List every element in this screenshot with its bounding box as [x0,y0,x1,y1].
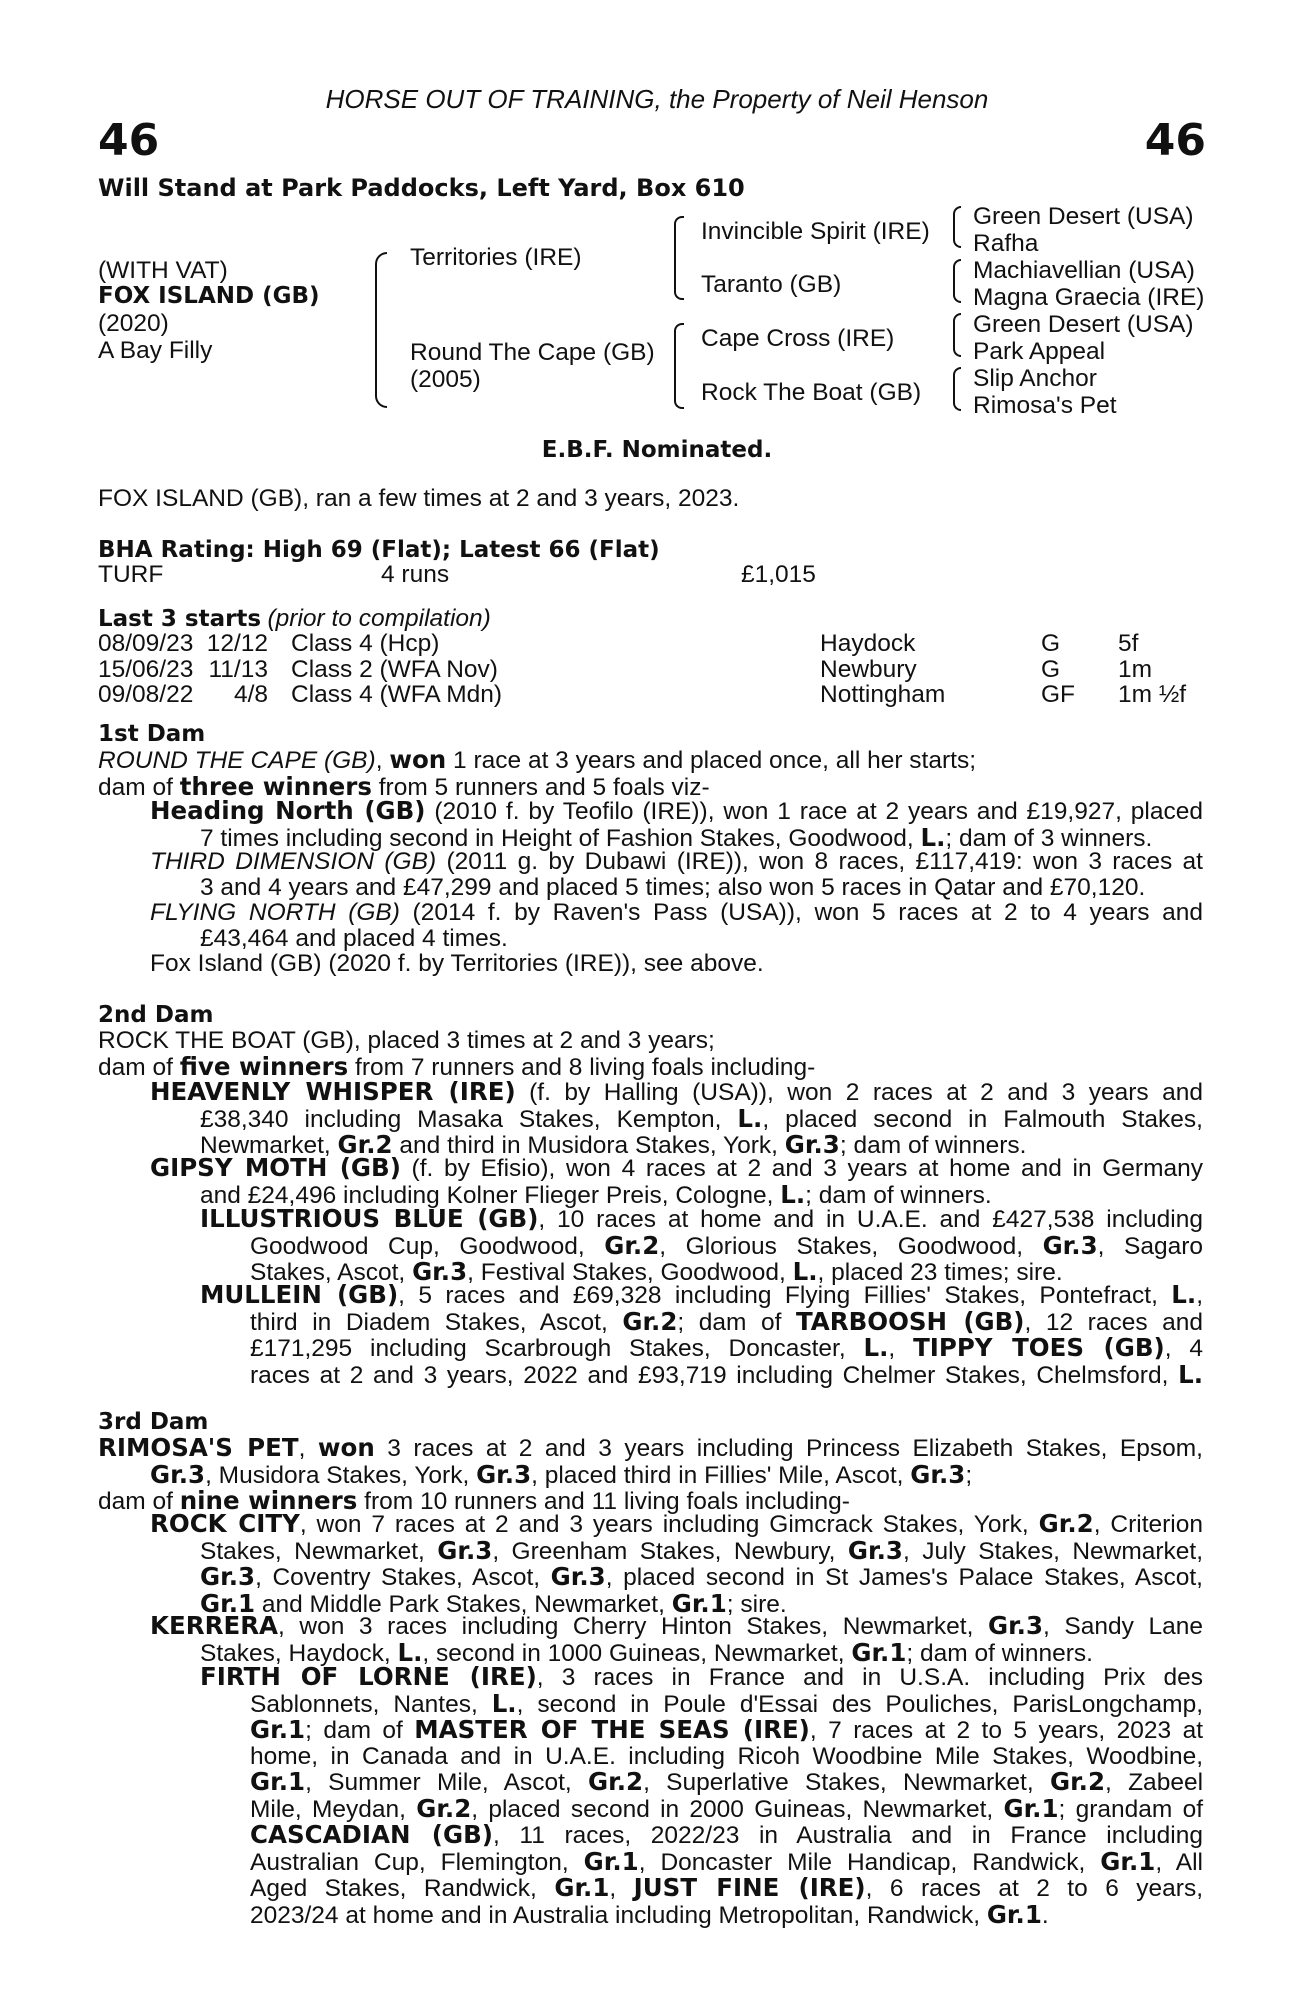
progeny-kerrera: KERRERA, won 3 races including Cherry Hinton Stakes, Newmarket, Gr.3, Sandy Lane Stakes, Haydock, L., second in 1000 Guineas, Newmarket, Gr.1; dam of winners. [150,1611,1203,1667]
start-dist: 1m [1118,655,1153,683]
start-pos: 11/13 [208,655,268,683]
bha-rating: BHA Rating: High 69 (Flat); Latest 66 (Flat) [98,537,660,563]
pedigree-dsd: Park Appeal [973,338,1106,365]
start-course: Nottingham [820,681,946,708]
start-going: G [1041,630,1061,657]
pedigree-sire: Territories (IRE) [410,244,582,271]
rating-earnings: £1,015 [741,561,816,588]
pedigree-brace-main [375,252,387,408]
progeny-gipsy-moth: GIPSY MOTH (GB) (f. by Efisio), won 4 races at 2 and 3 years at home and in Germany and £24,496 including Kolner Flieger Preis, Cologne, L.; dam of winners. [150,1153,1203,1209]
progeny-heading-north: Heading North (GB) (2010 f. by Teofilo (IRE)), won 1 race at 2 years and £19,927, placed 7 times including second in Height of Fashion Stakes, Goodwood, L.; dam of 3 winners. [150,796,1203,852]
lot-number-right: 46 [1144,115,1206,166]
horse-summary: FOX ISLAND (GB), ran a few times at 2 and 3 years, 2023. [98,485,740,512]
pedigree-dam-sire: Cape Cross (IRE) [701,325,895,352]
pedigree-dam-year: (2005) [410,366,481,393]
progeny-illustrious-blue: ILLUSTRIOUS BLUE (GB), 10 races at home and in U.A.E. and £427,538 including Goodwood Cup, Goodwood, Gr.2, Glorious Stakes, Goodwood, Gr.3, Sagaro Stakes, Ascot, Gr.3, Festival Stakes, Goodwood, L., placed 23 times; sire. [200,1204,1203,1286]
page-header: HORSE OUT OF TRAINING, the Property of Neil Henson [325,84,989,114]
pedigree-sire-sire: Invincible Spirit (IRE) [701,218,930,245]
progeny-rock-city: ROCK CITY, won 7 races at 2 and 3 years including Gimcrack Stakes, York, Gr.2, Criterion Stakes, Newmarket, Gr.3, Greenham Stakes, Newbury, Gr.3, July Stakes, Newmarket, Gr.3, Coventry Stakes, Ascot, Gr.3, placed second in St James's Palace Stakes, Ascot, Gr.1 and Middle Park Stakes, Newmarket, Gr.1; sire. [150,1509,1204,1618]
start-race: Class 4 (Hcp) [291,630,440,657]
horse-year: (2020) [98,310,169,337]
start-pos: 12/12 [206,630,268,657]
rating-surface: TURF [98,561,164,588]
last-starts-note: (prior to compilation) [267,605,491,632]
pedigree-brace-ds [953,313,961,357]
progeny-heavenly-whisper: HEAVENLY WHISPER (IRE) (f. by Halling (USA)), won 2 races at 2 and 3 years and £38,340 including Masaka Stakes, Kempton, L., placed second in Falmouth Stakes, Newmarket, Gr.2 and third in Musidora Stakes, York, Gr.3; dam of winners. [150,1077,1203,1159]
progeny-third-dimension: THIRD DIMENSION (GB) (2011 g. by Dubawi (IRE)), won 8 races, £117,419: won 3 races at 3 and 4 years and £47,299 and placed 5 times; also won 5 races in Qatar and £70,120. [150,848,1203,901]
pedigree-dam: Round The Cape (GB) [410,339,655,366]
progeny-firth-of-lorne: FIRTH OF LORNE (IRE), 3 races in France and in U.S.A. including Prix des Sablonnets, Nantes, L., second in Poule d'Essai des Pouliches, ParisLongchamp, Gr.1; dam of MASTER OF THE SEAS (IRE), 7 races at 2 to 5 years, 2023 at home, in Canada and in U.A.E. including Ricoh Woodbine Mile Stakes, Woodbine, Gr.1, Summer Mile, Ascot, Gr.2, Superlative Stakes, Newmarket, Gr.2, Zabeel Mile, Meydan, Gr.2, placed second in 2000 Guineas, Newmarket, Gr.1; grandam of CASCADIAN (GB), 11 races, 2022/23 in Australia and in France including Australian Cup, Flemington, Gr.1, Doncaster Mile Handicap, Randwick, Gr.1, All Aged Stakes, Randwick, Gr.1, JUST FINE (IRE), 6 races at 2 to 6 years, 2023/24 at home and in Australia including Metropolitan, Randwick, Gr.1. [200,1662,1204,1929]
pedigree-dds: Slip Anchor [973,365,1097,392]
start-dist: 1m ½f [1118,681,1187,708]
section-second-dam: 2nd Dam [98,1002,214,1028]
pedigree-brace-ss [953,206,961,248]
progeny-mullein: MULLEIN (GB), 5 races and £69,328 including Flying Fillies' Stakes, Pontefract, L., third in Diadem Stakes, Ascot, Gr.2; dam of TARBOOSH (GB), 12 races and £171,295 including Scarbrough Stakes, Doncaster, L., TIPPY TOES (GB), 4 races at 2 and 3 years, 2022 and £93,719 including Chelmer Stakes, Chelmsford, L. [200,1280,1204,1389]
pedigree-brace-sd [953,259,961,303]
pedigree-ssd: Rafha [973,230,1039,257]
start-course: Haydock [820,630,916,657]
start-date: 08/09/23 [98,630,194,657]
progeny-flying-north: FLYING NORTH (GB) (2014 f. by Raven's Pass (USA)), won 5 races at 2 to 4 years and £43,464 and placed 4 times. [150,899,1203,952]
pedigree-sdd: Magna Graecia (IRE) [973,284,1205,311]
start-pos: 4/8 [233,681,268,708]
start-date: 09/08/22 [98,681,194,708]
ebf-nominated: E.B.F. Nominated. [541,437,773,463]
start-going: G [1041,655,1061,683]
rating-runs: 4 runs [381,561,450,588]
pedigree-dam-dam: Rock The Boat (GB) [701,379,922,406]
pedigree-sire-dam: Taranto (GB) [701,271,842,298]
pedigree-brace-sire [674,216,684,300]
last-starts-title: Last 3 starts [98,606,262,632]
first-dam-intro: ROUND THE CAPE (GB), won 1 race at 3 years and placed once, all her starts; dam of three winners from 5 runners and 5 foals viz- [98,745,976,801]
start-race: Class 2 (WFA Nov) [291,655,498,683]
section-first-dam: 1st Dam [98,721,206,747]
pedigree-sds: Machiavellian (USA) [973,257,1195,284]
start-going: GF [1041,681,1076,708]
pedigree-brace-dd [953,367,961,411]
second-dam-intro: ROCK THE BOAT (GB), placed 3 times at 2 and 3 years; dam of five winners from 7 runners and 8 living foals including- [98,1027,816,1081]
section-third-dam: 3rd Dam [98,1409,209,1435]
horse-name: FOX ISLAND (GB) [98,283,320,309]
pedigree-dss: Green Desert (USA) [973,311,1194,338]
pedigree-brace-dam [674,323,684,409]
last-starts-heading [98,605,491,633]
start-race: Class 4 (WFA Mdn) [291,681,503,708]
pedigree-sss: Green Desert (USA) [973,203,1194,230]
stand-location: Will Stand at Park Paddocks, Left Yard, Box 610 [98,174,745,202]
start-dist: 5f [1118,630,1139,657]
lot-number-left: 46 [98,115,160,166]
start-course: Newbury [820,655,917,683]
start-date: 15/06/23 [98,655,194,683]
horse-description: A Bay Filly [98,337,213,364]
third-dam-intro: RIMOSA'S PET, won 3 races at 2 and 3 years including Princess Elizabeth Stakes, Epsom, Gr.3, Musidora Stakes, York, Gr.3, placed third in Fillies' Mile, Ascot, Gr.3; dam of nine winners from 10 runners and 11 living foals including- [98,1433,1203,1515]
vat-note: (WITH VAT) [98,257,228,284]
pedigree-ddd: Rimosa's Pet [973,392,1117,419]
progeny-fox-island: Fox Island (GB) (2020 f. by Territories (IRE)), see above. [150,950,764,977]
